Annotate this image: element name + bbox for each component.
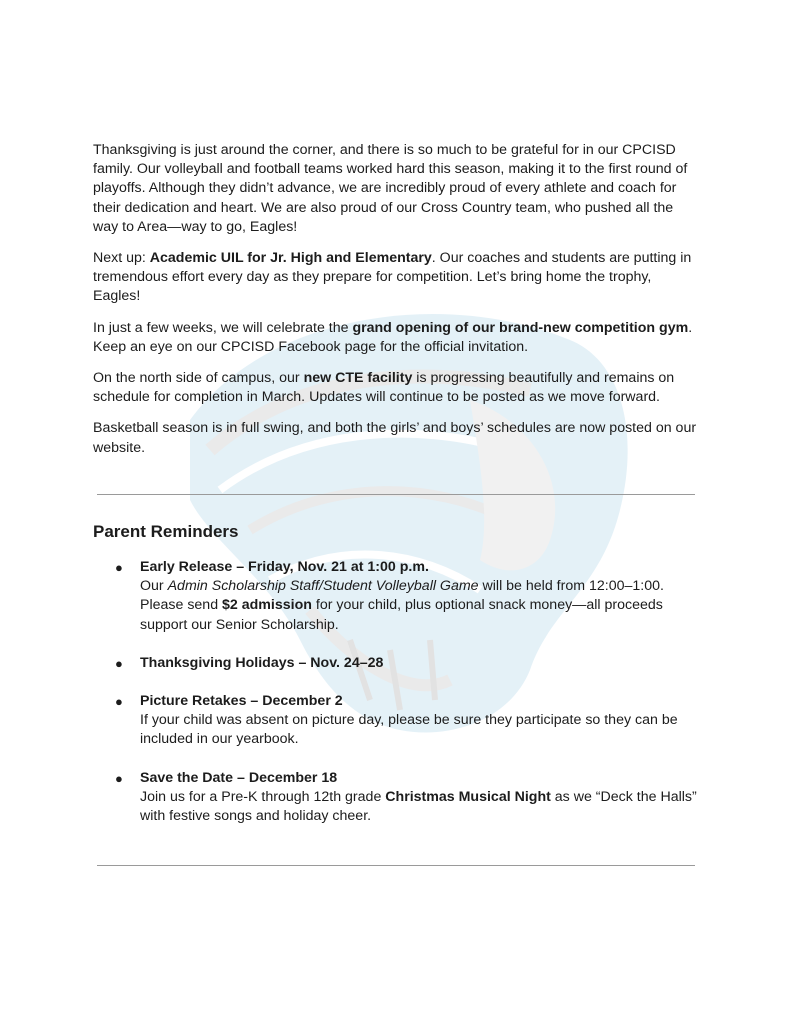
reminder-title: Save the Date – December 18 bbox=[140, 769, 338, 786]
section-divider-bottom bbox=[97, 865, 695, 866]
intro-paragraph-basketball: Basketball season is in full swing, and both the girls’ and boys’ schedules are now posted on our website. bbox=[93, 420, 697, 456]
reminder-title: Thanksgiving Holidays – Nov. 24–28 bbox=[140, 654, 384, 671]
list-item: ● Picture Retakes – December 2 If your child was absent on picture day, please be sure they participate so they can be included in our yearbook. bbox=[93, 692, 698, 750]
list-item: ● Early Release – Friday, Nov. 21 at 1:00 p.m. Our Admin Scholarship Staff/Student Volleyball Game will be held from 12:00–1:00. Please send $2 admission for your child, plus optional snack money—all proceeds support our Senior Scholarship. bbox=[93, 558, 698, 635]
section-divider-top bbox=[97, 494, 695, 495]
list-item: ● Save the Date – December 18 Join us for a Pre-K through 12th grade Christmas Musical Night as we “Deck the Halls” with festive songs and holiday cheer. bbox=[115, 769, 697, 825]
reminder-title: Picture Retakes – December 2 bbox=[140, 693, 343, 710]
bullet-icon: ● bbox=[115, 770, 123, 786]
bullet-icon: ● bbox=[115, 560, 123, 575]
reminders-list bbox=[93, 558, 698, 845]
list-item bbox=[93, 654, 698, 673]
intro-paragraph-thanksgiving: Thanksgiving is just around the corner, and there is so much to be grateful for in our CPCISD family. Our volleyball and football teams worked hard this season, making it to the first round of playoffs. Although they didn’t advance, we are incredibly proud of every athlete and coach for their dedication and heart. We are also proud of our Cross Country team, who pushed all the way to Area—way to go, Eagles! bbox=[93, 142, 688, 235]
intro-paragraph-cte: On the north side of campus, our new CTE facility is progressing beautifully and remains on schedule for completion in March. Updates will continue to be posted as we move forward. bbox=[93, 370, 675, 406]
newsletter-content bbox=[93, 141, 698, 825]
bullet-icon: ● bbox=[115, 694, 123, 710]
bullet-icon: ● bbox=[115, 655, 123, 671]
parent-reminders-heading: Parent Reminders bbox=[93, 522, 239, 541]
intro-paragraph-gym: In just a few weeks, we will celebrate the grand opening of our brand-new competition gym. Keep an eye on our CPCISD Facebook page for the official invitation. bbox=[93, 319, 693, 355]
reminder-title: Early Release – Friday, Nov. 21 at 1:00 p.m. bbox=[140, 559, 429, 575]
intro-paragraph-uil: Next up: Academic UIL for Jr. High and Elementary. Our coaches and students are putting in tremendous effort every day as they prepare for competition. Let’s bring home the trophy, Eagles! bbox=[93, 250, 692, 305]
